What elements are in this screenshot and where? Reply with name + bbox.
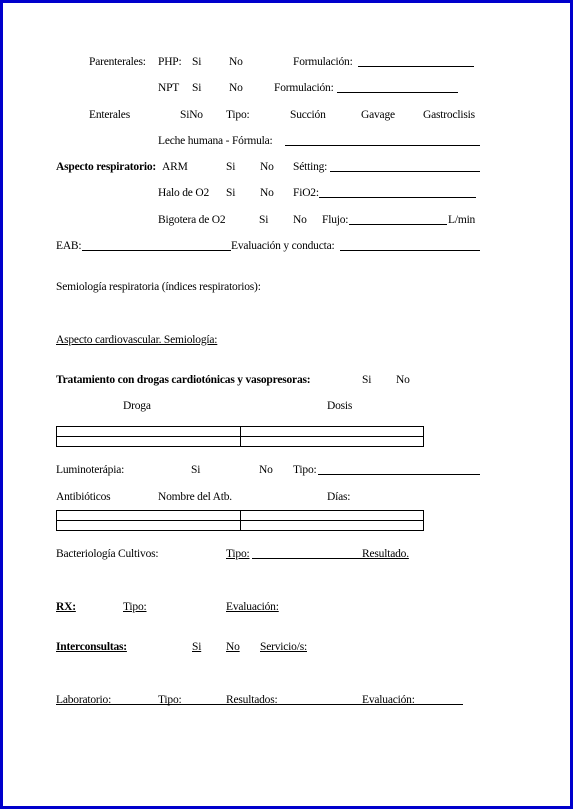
setting-field[interactable]: [330, 171, 480, 172]
bigotera-si-option[interactable]: Si: [259, 214, 269, 226]
php-si-option[interactable]: Si: [192, 56, 202, 68]
halo-o2-label: Halo de O2: [158, 187, 210, 199]
bigotera-no-option[interactable]: No: [293, 214, 307, 226]
evaluacion-conducta-field[interactable]: [340, 250, 480, 251]
nombre-atb-label: Nombre del Atb.: [158, 491, 232, 503]
fio2-field[interactable]: [319, 197, 476, 198]
dias-cell[interactable]: [241, 521, 424, 531]
dosis-column-header: Dosis: [327, 400, 353, 412]
tratamiento-drogas-heading: Tratamiento con drogas cardiotónicas y vasopresoras:: [56, 374, 311, 386]
bacteriologia-tipo-label: Tipo:: [226, 548, 250, 560]
atb-cell[interactable]: [57, 511, 241, 521]
npt-formulacion-field[interactable]: [337, 92, 458, 93]
table-row: [57, 511, 424, 521]
php-formulacion-field[interactable]: [358, 66, 474, 67]
halo-no-option[interactable]: No: [260, 187, 274, 199]
flujo-unit: L/min: [448, 214, 476, 226]
bacteriologia-tipo-field[interactable]: [252, 558, 362, 559]
dias-label: Días:: [327, 491, 351, 503]
leche-formula-label: Leche humana - Fórmula:: [158, 135, 273, 147]
enterales-tipo-label: Tipo:: [226, 109, 250, 121]
npt-no-option[interactable]: No: [229, 82, 243, 94]
servicios-label: Servicio/s:: [260, 641, 307, 653]
table-row: [57, 437, 424, 447]
leche-formula-field[interactable]: [285, 145, 480, 146]
drogas-no-option[interactable]: No: [396, 374, 410, 386]
luminoterapia-no-option[interactable]: No: [259, 464, 273, 476]
npt-formulacion-label: Formulación:: [274, 82, 334, 94]
npt-si-option[interactable]: Si: [192, 82, 202, 94]
atb-cell[interactable]: [57, 521, 241, 531]
php-formulacion-label: Formulación:: [293, 56, 353, 68]
parenterales-label: Parenterales:: [89, 56, 146, 68]
rx-heading: RX:: [56, 601, 76, 613]
luminoterapia-tipo-field[interactable]: [318, 474, 480, 475]
eab-field[interactable]: [82, 250, 231, 251]
setting-label: Sétting:: [293, 161, 328, 173]
luminoterapia-si-option[interactable]: Si: [191, 464, 201, 476]
laboratorio-tipo-label: Tipo:: [158, 694, 182, 706]
flujo-field[interactable]: [349, 224, 447, 225]
dosis-cell[interactable]: [241, 437, 424, 447]
enterales-label: Enterales: [89, 109, 130, 121]
bigotera-o2-label: Bigotera de O2: [158, 214, 226, 226]
succion-option[interactable]: Succión: [290, 109, 326, 121]
arm-label: ARM: [162, 161, 188, 173]
dias-cell[interactable]: [241, 511, 424, 521]
table-row: [57, 521, 424, 531]
bacteriologia-label: Bacteriología Cultivos:: [56, 548, 159, 560]
arm-si-option[interactable]: Si: [226, 161, 236, 173]
enterales-sino-option[interactable]: SiNo: [180, 109, 203, 121]
php-label: PHP:: [158, 56, 182, 68]
interconsultas-heading: Interconsultas:: [56, 641, 127, 653]
aspecto-cardiovascular-heading: Aspecto cardiovascular. Semiología:: [56, 334, 218, 346]
droga-cell[interactable]: [57, 437, 241, 447]
rx-evaluacion-label: Evaluación:: [226, 601, 279, 613]
bacteriologia-resultado-label: Resultado.: [362, 548, 409, 560]
droga-column-header: Droga: [123, 400, 151, 412]
luminoterapia-tipo-label: Tipo:: [293, 464, 317, 476]
flujo-label: Flujo:: [322, 214, 349, 226]
arm-no-option[interactable]: No: [260, 161, 274, 173]
php-no-option[interactable]: No: [229, 56, 243, 68]
fio2-label: FiO2:: [293, 187, 319, 199]
rx-tipo-label: Tipo:: [123, 601, 147, 613]
droga-cell[interactable]: [57, 427, 241, 437]
aspecto-respiratorio-heading: Aspecto respiratorio:: [56, 161, 157, 173]
antibioticos-label: Antibióticos: [56, 491, 111, 503]
laboratorio-evaluacion-label: Evaluación:: [362, 694, 415, 706]
luminoterapia-label: Luminoterápia:: [56, 464, 125, 476]
laboratorio-resultados-label: Resultados:: [226, 694, 278, 706]
table-row: [57, 427, 424, 437]
halo-si-option[interactable]: Si: [226, 187, 236, 199]
antibioticos-table: [56, 510, 424, 531]
gavage-option[interactable]: Gavage: [361, 109, 395, 121]
drogas-si-option[interactable]: Si: [362, 374, 372, 386]
gastroclisis-option[interactable]: Gastroclisis: [423, 109, 475, 121]
laboratorio-label: Laboratorio:: [56, 694, 112, 706]
eab-label: EAB:: [56, 240, 82, 252]
evaluacion-conducta-label: Evaluación y conducta:: [231, 240, 335, 252]
semiologia-respiratoria-label: Semiología respiratoria (índices respiratorios):: [56, 281, 261, 293]
dosis-cell[interactable]: [241, 427, 424, 437]
interconsultas-no-option[interactable]: No: [226, 641, 240, 653]
drogas-table: [56, 426, 424, 447]
npt-label: NPT: [158, 82, 180, 94]
interconsultas-si-option[interactable]: Si: [192, 641, 202, 653]
